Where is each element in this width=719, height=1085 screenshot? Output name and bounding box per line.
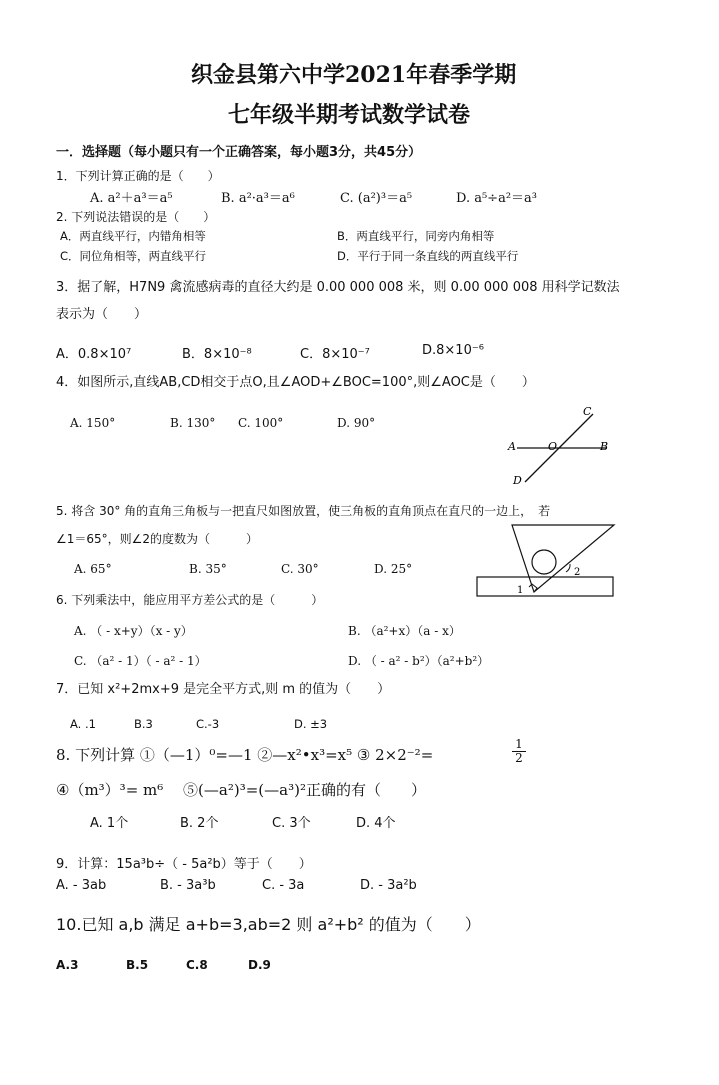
q10-option-d: D.9 xyxy=(248,958,271,972)
q5-option-c: C. 30° xyxy=(281,562,319,576)
q4-stem: 4．如图所示,直线AB,CD相交于点O,且∠AOD+∠BOC=100°,则∠AOC是（ ） xyxy=(56,375,535,390)
q3-stem-line-1: 3．据了解，H7N9 禽流感病毒的直径大约是 0.00 000 008 米，则 0.00 000 008 用科学记数法 xyxy=(56,280,620,295)
q4-option-a: A. 150° xyxy=(70,416,116,430)
q6-option-d: D. （ - a² - b²）（a²+b²） xyxy=(348,654,490,668)
q8-option-d: D. 4个 xyxy=(356,816,396,831)
q8-stem-line-1: 8. 下列计算 ①（—1）⁰=—1 ②—x²•x³=x⁵ ③ 2×2⁻²= xyxy=(56,746,434,764)
q6-option-c: C. （a² - 1）（ - a² - 1） xyxy=(74,654,207,668)
q1-option-a: A. a²＋a³＝a⁵ xyxy=(90,191,173,206)
q4-figure-intersecting-lines xyxy=(505,402,615,488)
q4-label-a: A xyxy=(508,440,516,453)
q8-fraction xyxy=(512,738,526,765)
q5-angle-1-label: 1 xyxy=(517,585,524,596)
q1-option-b: B. a²·a³＝a⁶ xyxy=(221,191,295,206)
q5-figure-triangle-ruler xyxy=(474,520,620,600)
q8-fraction-numerator: 1 xyxy=(515,737,523,751)
q7-stem: 7．已知 x²+2mx+9 是完全平方式,则 m 的值为（ ） xyxy=(56,682,391,697)
q3-option-d: D.8×10⁻⁶ xyxy=(422,343,484,358)
q7-option-d: D. ±3 xyxy=(294,717,328,731)
title-line-1: 织金县第六中学2021年春季学期 xyxy=(191,62,517,88)
q9-stem: 9．计算：15a³b÷（ - 5a²b）等于（ ） xyxy=(56,857,312,872)
q2-stem: 2. 下列说法错误的是（ ） xyxy=(56,210,216,224)
q4-label-d: D xyxy=(513,474,522,487)
q8-option-a: A. 1个 xyxy=(90,816,129,831)
q7-option-b: B.3 xyxy=(134,717,153,731)
q10-option-c: C.8 xyxy=(186,958,208,972)
q3-option-b: B．8×10⁻⁸ xyxy=(182,347,252,362)
q2-option-d: D．平行于同一条直线的两直线平行 xyxy=(337,249,519,263)
q7-option-a: A. .1 xyxy=(70,717,96,731)
q2-option-a: A．两直线平行，内错角相等 xyxy=(60,229,206,243)
q4-option-c: C. 100° xyxy=(238,416,284,430)
q4-label-c: C xyxy=(583,405,592,418)
q4-option-b: B. 130° xyxy=(170,416,216,430)
q7-option-c: C.-3 xyxy=(196,717,220,731)
q8-option-c: C. 3个 xyxy=(272,816,311,831)
q8-stem-line-2: ④（m³）³= m⁶ ⑤(—a²)³=(—a³)²正确的有（ ） xyxy=(56,781,426,799)
q10-option-b: B.5 xyxy=(126,958,149,972)
q5-option-b: B. 35° xyxy=(189,562,227,576)
title-line-2: 七年级半期考试数学试卷 xyxy=(228,102,471,128)
section-heading: 一．选择题（每小题只有一个正确答案，每小题3分，共45分） xyxy=(56,145,422,160)
q3-stem-line-2: 表示为（ ） xyxy=(56,307,148,322)
q1-option-d: D. a⁵÷a²＝a³ xyxy=(456,191,538,206)
q9-option-b: B. - 3a³b xyxy=(160,878,216,893)
q6-option-b: B. （a²+x）（a - x） xyxy=(348,624,461,638)
q2-option-b: B．两直线平行，同旁内角相等 xyxy=(337,229,495,243)
q1-option-c: C. (a²)³＝a⁵ xyxy=(340,191,413,206)
q6-stem: 6. 下列乘法中，能应用平方差公式的是（ ） xyxy=(56,593,324,607)
q5-option-d: D. 25° xyxy=(374,562,413,576)
q3-option-a: A．0.8×10⁷ xyxy=(56,347,132,362)
q5-option-a: A. 65° xyxy=(74,562,112,576)
q6-option-a: A. （ - x+y）（x - y） xyxy=(74,624,193,638)
q1-stem: 1．下列计算正确的是（ ） xyxy=(56,169,220,183)
q5-angle-2-label: 2 xyxy=(574,567,581,578)
q3-option-c: C．8×10⁻⁷ xyxy=(300,347,370,362)
q4-label-o: O xyxy=(548,440,558,453)
q4-option-d: D. 90° xyxy=(337,416,376,430)
q5-stem-line-2: ∠1＝65°，则∠2的度数为（ ） xyxy=(56,532,259,546)
q10-option-a: A.3 xyxy=(56,958,79,972)
q4-label-b: B xyxy=(600,440,609,453)
q2-option-c: C．同位角相等，两直线平行 xyxy=(60,249,207,263)
q9-option-a: A. - 3ab xyxy=(56,878,107,893)
q5-stem-line-1: 5. 将含 30° 角的直角三角板与一把直尺如图放置，使三角板的直角顶点在直尺的一边上， 若 xyxy=(56,504,551,518)
q9-option-d: D. - 3a²b xyxy=(360,878,417,893)
q8-fraction-denominator: 2 xyxy=(512,751,526,765)
q10-stem: 10.已知 a,b 满足 a+b=3,ab=2 则 a²+b² 的值为（ ） xyxy=(56,915,481,934)
q9-option-c: C. - 3a xyxy=(262,878,305,893)
q8-option-b: B. 2个 xyxy=(180,816,219,831)
